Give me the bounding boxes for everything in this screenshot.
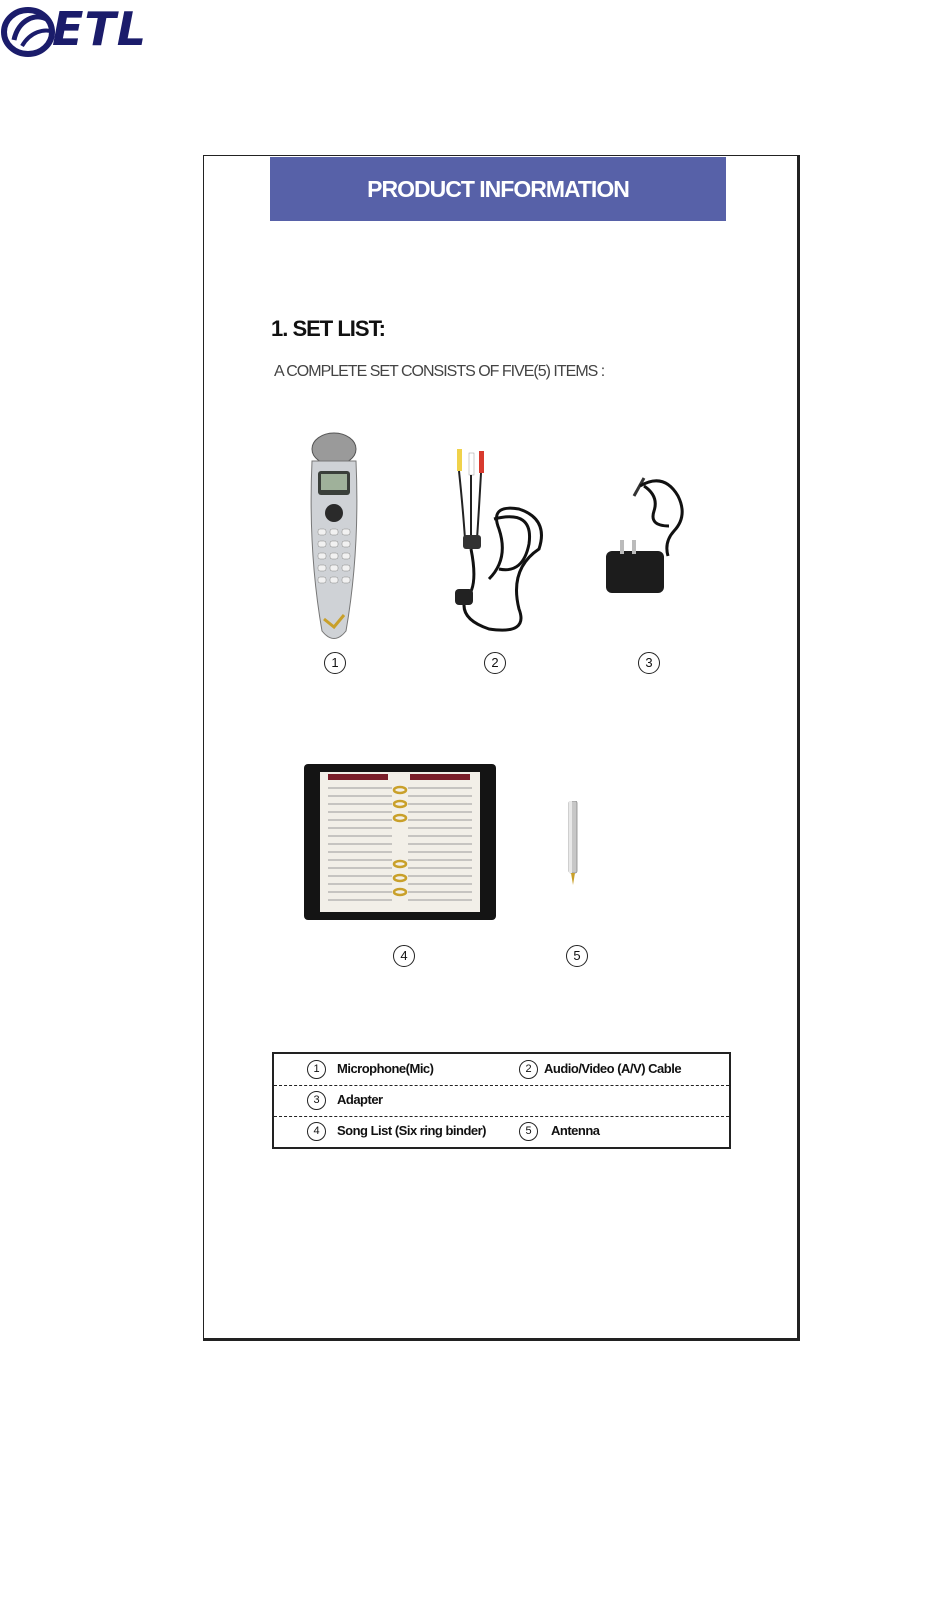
antenna-image	[566, 801, 580, 886]
song-list-binder-image	[304, 764, 496, 920]
legend-number-5: 5	[519, 1122, 538, 1141]
binder-icon	[304, 764, 496, 920]
legend-number-2: 2	[519, 1060, 538, 1079]
legend-number-4: 4	[307, 1122, 326, 1141]
item-number-3: 3	[638, 652, 660, 674]
header-banner	[270, 157, 726, 221]
microphone-image	[304, 431, 364, 646]
legend-label-antenna: Antenna	[551, 1123, 600, 1138]
microphone-icon	[304, 431, 364, 646]
item-number-2: 2	[484, 652, 506, 674]
item-legend-table	[272, 1052, 731, 1149]
etl-logo	[0, 0, 170, 60]
adapter-icon	[604, 476, 694, 601]
legend-number-1: 1	[307, 1060, 326, 1079]
legend-label-microphone: Microphone(Mic)	[337, 1061, 434, 1076]
av-cable-image	[449, 449, 549, 637]
antenna-icon	[566, 801, 580, 886]
logo-text: ETL	[52, 2, 148, 56]
item-number-4: 4	[393, 945, 415, 967]
legend-row	[274, 1116, 729, 1147]
section-subtitle: A COMPLETE SET CONSISTS OF FIVE(5) ITEMS :	[274, 363, 605, 380]
product-info-page	[203, 155, 800, 1341]
legend-row	[274, 1054, 729, 1086]
legend-row	[274, 1085, 729, 1117]
legend-label-adapter: Adapter	[337, 1092, 383, 1107]
section-title: 1. SET LIST:	[271, 316, 385, 341]
legend-label-av-cable: Audio/Video (A/V) Cable	[544, 1061, 682, 1076]
legend-label-song-list: Song List (Six ring binder)	[337, 1123, 486, 1138]
legend-number-3: 3	[307, 1091, 326, 1110]
av-cable-icon	[449, 449, 549, 637]
page-title: PRODUCT INFORMATION	[367, 175, 629, 202]
item-number-5: 5	[566, 945, 588, 967]
item-number-1: 1	[324, 652, 346, 674]
swirl-logo-icon	[0, 2, 60, 62]
adapter-image	[604, 476, 694, 601]
